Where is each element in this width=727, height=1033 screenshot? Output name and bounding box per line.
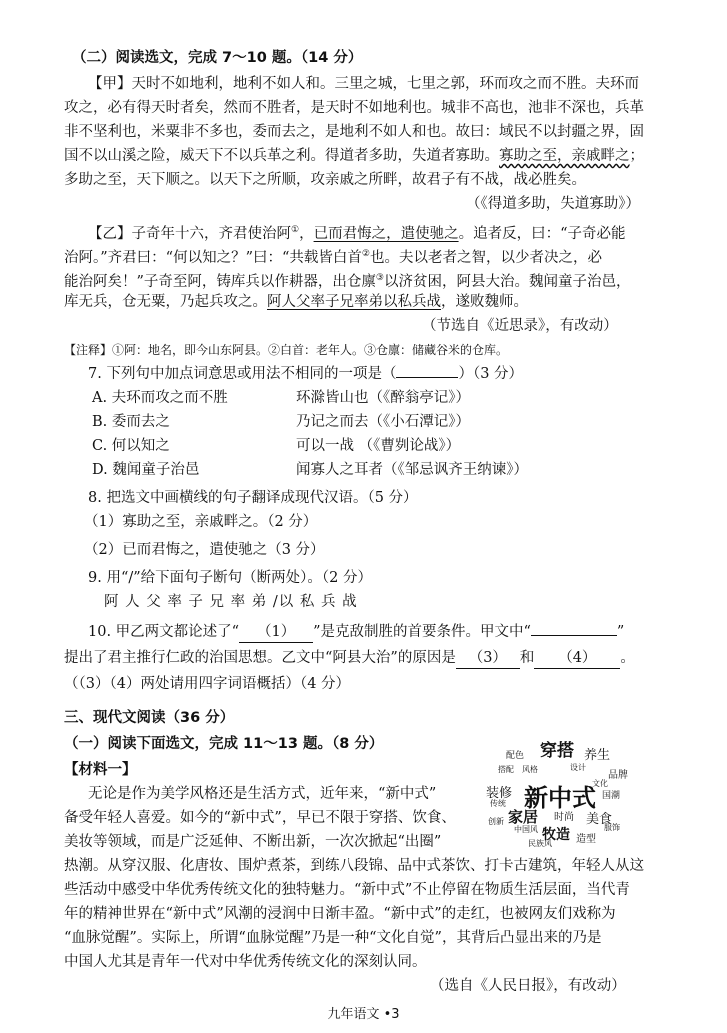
word-cloud-word: 风格	[522, 765, 538, 774]
word-cloud-word: 穿搭	[540, 741, 574, 761]
source-citation: （选自《人民日报》，有改动）	[430, 978, 626, 994]
word-cloud-word: 品牌	[608, 770, 628, 781]
passage-yi-line	[64, 268, 631, 292]
passage-jia-line: 【甲】天时不如地利，地利不如人和。三里之城，七里之郭，环而攻之而不胜。夫环而	[88, 76, 639, 92]
word-cloud-word: 国潮	[602, 791, 621, 801]
source-citation: （《得道多助，失道寡助》）	[466, 196, 640, 212]
passage-text: 库无兵，仓无粟，乃起兵攻之。	[64, 294, 267, 310]
word-cloud-word: 配色	[506, 751, 525, 761]
word-cloud-word: 养生	[584, 748, 611, 763]
material-line: 备受年轻人喜爱。如今的“新中式”，早已不限于穿搭、饮食、	[64, 810, 456, 826]
answer-blank-4[interactable]: （4）	[534, 648, 620, 669]
annotation-note: 【注释】①阿：地名，即今山东阿县。②白首：老年人。③仓廪：储藏谷米的仓库。	[64, 343, 509, 357]
passage-jia-line	[64, 146, 644, 166]
material-line: 无论是作为美学风格还是生活方式，近年来，“新中式”	[88, 786, 437, 802]
word-cloud-word: 牧造	[542, 827, 570, 843]
word-cloud-image	[484, 734, 634, 854]
option-b-left: B. 委而去之	[92, 414, 170, 430]
passage-text: 治阿。”齐君曰：“何以知之？”曰：“共载皆白首	[64, 249, 362, 266]
question-score: ）（3 分）	[458, 366, 524, 382]
section-heading: （二）阅读选文，完成 7～10 题。（14 分）	[72, 50, 363, 66]
word-cloud-word: 传统	[490, 799, 506, 808]
passage-yi-line	[64, 244, 602, 268]
question-text: 和	[519, 650, 535, 666]
material-title: 【材料一】	[64, 762, 137, 778]
passage-yi-line	[88, 220, 626, 244]
underlined-sentence: 寡助之至，亲戚畔之	[499, 148, 630, 164]
passage-text: 国不以山溪之险，威天下不以兵革之利。得道者多助，失道者寡助。	[64, 148, 499, 164]
option-c-left: C. 何以知之	[92, 438, 170, 454]
question-8: 8. 把选文中画横线的句子翻译成现代汉语。（5 分）	[88, 490, 418, 506]
question-10-line-2	[64, 648, 635, 669]
footnote-marker: ③	[375, 273, 384, 283]
question-text: 10. 甲乙两文都论述了“	[88, 624, 240, 640]
underlined-sentence: 已而君悔之，遣使驰之	[313, 225, 459, 242]
material-line: 热潮。从穿汉服、化唐妆、围炉煮茶，到练八段锦、品中式茶饮、打卡古建筑，年轻人从这	[64, 858, 644, 874]
word-cloud-word: 服饰	[604, 823, 620, 832]
question-10-line-1	[88, 622, 624, 643]
word-cloud-word: 文化	[592, 779, 608, 788]
word-cloud-word: 美食	[586, 812, 613, 827]
underlined-sentence: 阿人父率子兄率弟以私兵战	[267, 294, 441, 310]
passage-jia-line: 攻之，必有得天时者矣，然而不胜者，是天时不如地利也。城非不高也，池非不深也，兵革	[64, 100, 644, 116]
passage-text: 也。夫以老者之智，以少者决之，必	[369, 249, 602, 266]
question-text: 提出了君主推行仁政的治国思想。乙文中“阿县大治”的原因是	[64, 650, 456, 666]
word-cloud-word: 时尚	[554, 812, 574, 823]
question-stem: 7. 下列句中加点词意思或用法不相同的一项是（	[88, 366, 397, 382]
option-a-left: A. 夫环而攻之而不胜	[92, 390, 228, 406]
question-8-item-1: （1）寡助之至，亲戚畔之。（2 分）	[84, 514, 318, 530]
option-b-right: 乃记之而去（《小石潭记》）	[296, 414, 470, 430]
question-10-note: （（3）（4）两处请用四字词语概括）（4 分）	[64, 676, 351, 692]
material-line: “血脉觉醒”。实际上，所谓“血脉觉醒”乃是一种“文化自觉”，其背后凸显出来的乃是	[64, 930, 602, 946]
word-cloud-word: 造型	[576, 834, 596, 845]
word-cloud-word: 家居	[508, 808, 539, 826]
question-9-sentence: 阿 人 父 率 子 兄 率 弟 /以 私 兵 战	[104, 594, 358, 610]
page-footer: 九年语文 •3	[327, 1007, 400, 1022]
question-8-item-2: （2）已而君悔之，遣使驰之（3 分）	[84, 542, 325, 558]
question-text: ”是克敌制胜的首要条件。甲文中“	[313, 624, 531, 640]
word-cloud-word: 中国风	[514, 825, 538, 834]
option-d-left: D. 魏闻童子治邑	[92, 462, 200, 478]
question-9: 9. 用“/”给下面句子断句（断两处）。（2 分）	[88, 570, 372, 586]
punctuation: ，	[299, 225, 314, 242]
word-cloud-word: 搭配	[498, 765, 514, 774]
subsection-heading: （一）阅读下面选文，完成 11～13 题。（8 分）	[64, 736, 384, 752]
word-cloud-word: 创新	[488, 817, 504, 826]
passage-text: 以济贫困，阿县大治。魏闻童子治邑，	[384, 273, 631, 290]
question-text: ”	[616, 624, 625, 640]
passage-text: 能治阿矣！”子奇至阿，铸库兵以作耕器，出仓廪	[64, 273, 376, 290]
passage-text: 【乙】子奇年十六，齐君使治阿	[88, 225, 291, 242]
option-c-right: 可以一战 （《曹刿论战》）	[296, 438, 461, 454]
answer-blank-1[interactable]: （1）	[239, 622, 313, 643]
word-cloud-word: 民族风	[528, 839, 552, 848]
material-line: 美妆等领域，而是广泛延伸、不断出新，一次次掀起“出圈”	[64, 834, 442, 850]
passage-yi-line	[64, 292, 528, 312]
material-line: 些活动中感受中华优秀传统文化的独特魅力。“新中式”不止停留在物质生活层面，当代青	[64, 882, 630, 898]
word-cloud-main: 新中式	[524, 784, 596, 812]
option-d-right: 闻寡人之耳者（《邹忌讽齐王纳谏》）	[296, 462, 528, 478]
answer-blank[interactable]	[396, 377, 458, 378]
word-cloud-word: 设计	[570, 763, 586, 772]
punctuation: ；	[629, 148, 644, 164]
question-text: 。	[620, 650, 635, 666]
passage-jia-line: 多助之至，天下顺之。以天下之所顺，攻亲戚之所畔，故君子有不战，战必胜矣。	[64, 172, 586, 188]
material-line: 中国人尤其是青年一代对中华优秀传统文化的深刻认同。	[64, 954, 427, 970]
question-7	[88, 364, 523, 384]
footnote-marker: ①	[291, 225, 300, 235]
footnote-marker: ②	[361, 249, 370, 259]
material-line: 年的精神世界在“新中式”风潮的浸润中日渐丰盈。“新中式”的走红，也被网友们戏称为	[64, 906, 616, 922]
option-a-right: 环滁皆山也（《醉翁亭记》）	[296, 390, 470, 406]
passage-jia-line: 非不坚利也，米粟非不多也，委而去之，是地利不如人和也。故曰：域民不以封疆之界，固	[64, 124, 644, 140]
answer-blank-2[interactable]	[531, 635, 617, 636]
passage-text: ，遂败魏师。	[441, 294, 528, 310]
word-cloud-word: 装修	[486, 786, 513, 801]
answer-blank-3[interactable]: （3）	[456, 648, 520, 669]
source-citation: （节选自《近思录》，有改动）	[422, 318, 618, 334]
section-heading: 三、现代文阅读（36 分）	[64, 710, 235, 726]
passage-text: 。追者反，曰：“子奇必能	[458, 225, 626, 242]
